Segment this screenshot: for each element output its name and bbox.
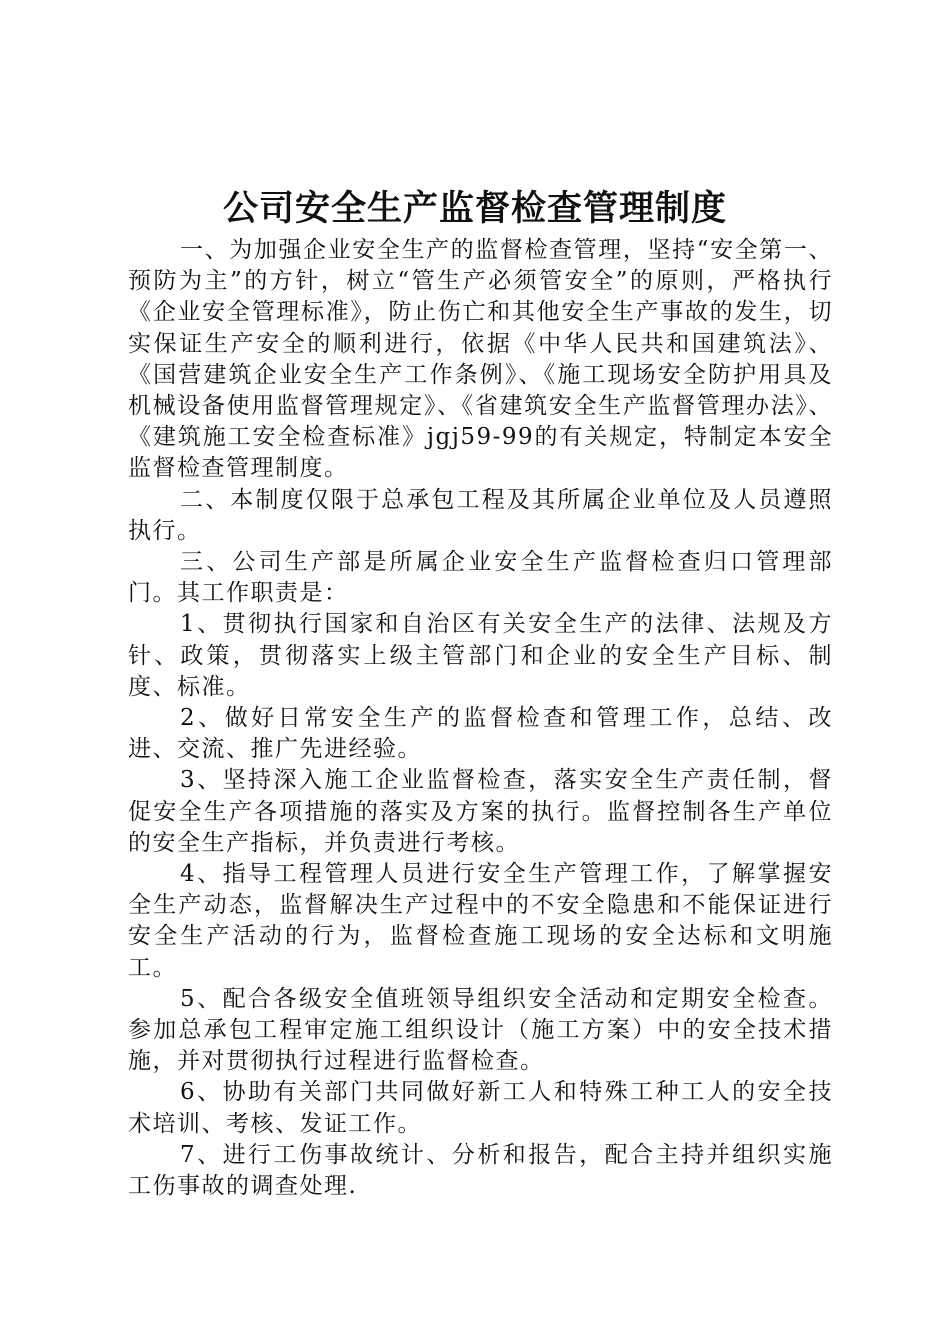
duty-item-1: 1、贯彻执行国家和自治区有关安全生产的法律、法规及方针、政策，贯彻落实上级主管部门和企业的安全生产目标、制度、标准。	[128, 611, 833, 700]
document-title: 公司安全生产监督检查管理制度	[222, 189, 727, 229]
duty-item-3: 3、坚持深入施工企业监督检查，落实安全生产责任制，督促安全生产各项措施的落实及方案的执行。监督控制各生产单位的安全生产指标，并负责进行考核。	[128, 767, 833, 856]
paragraph-purpose: 一、为加强企业安全生产的监督检查管理，坚持“安全第一、预防为主”的方针，树立“管生产必须管安全”的原则，严格执行《企业安全管理标准》，防止伤亡和其他安全生产事故的发生，切实保证生产安全的顺利进行，依据《中华人民共和国建筑法》、《国营建筑企业安全生产工作条例》、《施工现场安全防护用具及机械设备使用监督管理规定》、《省建筑安全生产监督管理办法》、《建筑施工安全检查标准》jgj59-99的有关规定，特制定本安全监督检查管理制度。	[128, 237, 833, 482]
paragraph-scope: 二、本制度仅限于总承包工程及其所属企业单位及人员遵照执行。	[128, 486, 833, 544]
duty-item-4: 4、指导工程管理人员进行安全生产管理工作，了解掌握安全生产动态，监督解决生产过程中的不安全隐患和不能保证进行安全生产活动的行为，监督检查施工现场的安全达标和文明施工。	[128, 861, 833, 981]
duty-item-7: 7、进行工伤事故统计、分析和报告，配合主持并组织实施工伤事故的调查处理.	[128, 1141, 833, 1200]
document-body	[128, 235, 833, 1202]
paragraph-department-duties: 三、公司生产部是所属企业安全生产监督检查归口管理部门。其工作职责是：	[128, 549, 833, 607]
duty-item-5: 5、配合各级安全值班领导组织安全活动和定期安全检查。参加总承包工程审定施工组织设计（施工方案）中的安全技术措施，并对贯彻执行过程进行监督检查。	[128, 985, 833, 1075]
duty-item-2: 2、做好日常安全生产的监督检查和管理工作，总结、改进、交流、推广先进经验。	[128, 705, 833, 763]
duty-item-6: 6、协助有关部门共同做好新工人和特殊工种工人的安全技术培训、考核、发证工作。	[128, 1079, 833, 1137]
